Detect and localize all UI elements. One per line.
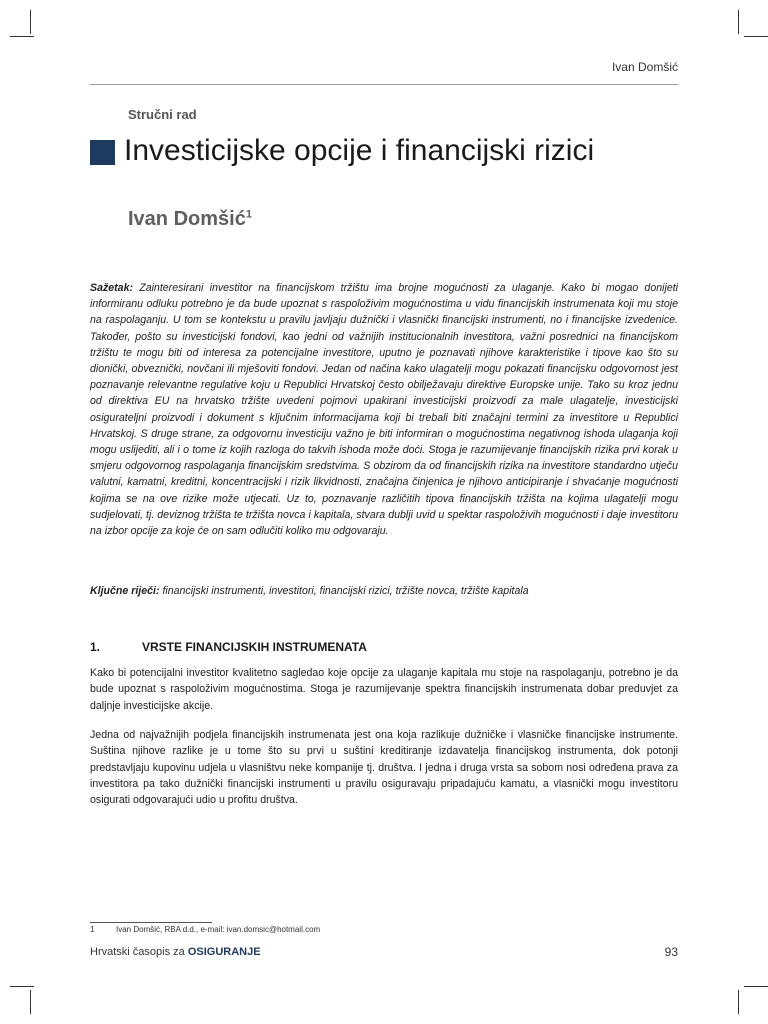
header-divider (90, 84, 678, 85)
crop-mark-bottom-left-vertical (30, 990, 31, 1014)
footnote-text: Ivan Domšić, RBA d.d., e-mail: ivan.domsic@hotmail.com (116, 925, 321, 934)
article-author (128, 208, 252, 231)
author-name-text: Ivan Domšić (128, 208, 246, 230)
footnote-number: 1 (90, 925, 95, 934)
body-paragraph-2: Jedna od najvažnijih podjela financijskih instrumenata jest ona koja razlikuje dužničke i vlasničke financijske instrumente. Suština njihove razlike je u tome što su prvi u suštini kreditiranje izdavatelja financijskog instrumenta, dok potonji predstavljaju kupovinu udjela u vlasništvu neke kompanije tj. društva. I jedna i druga vrsta sa sobom nosi određena prava za investitora pa tako dužnički financijski instrumenti u pravilu osiguravaju pripadajuću kamatu, a vlasnički mogu investitoru osigurati odgovarajući udio u profitu društva. (90, 729, 678, 807)
keywords-text: financijski instrumenti, investitori, financijski rizici, tržište novca, tržište kapitala (162, 585, 529, 597)
title-marker-square (90, 140, 115, 165)
crop-mark-bottom-right-horizontal (744, 986, 768, 987)
section-title: VRSTE FINANCIJSKIH INSTRUMENATA (142, 640, 367, 654)
author-footnote-marker: 1 (245, 208, 252, 221)
crop-mark-top-right-vertical (738, 10, 739, 34)
abstract-text: Zainteresirani investitor na financijskom tržištu ima brojne mogućnosti za ulaganje. Kako bi mogao donijeti informiranu odluku potrebno je da bude upoznat s raspoloživim mogućnostima u vidu financijskih instrumenata koji mu stoje na raspolaganju. U tom se kontekstu u pravilu javljaju dužnički i vlasnički financijski instrumenti, no i financijske izvedenice. Također, pošto su investicijski fondovi, kao jedni od važnijih institucionalnih investitora, važni posrednici na financijskom tržištu te mogu biti od interesa za potencijalne investitore, uputno je poznavati njihove karakteristike i tipove kao što su dionički, obveznički, novčani ili mješoviti fondovi. Jedan od načina kako ulagatelji mogu pokazati financijsku odgovornost jest poznavanje relevantne regulative koju u Republici Hrvatskoj često obilježavaju direktive Europske unije. Tako su kroz jednu od direktiva EU na hrvatsko tržište uvedeni pojmovi upakirani investicijski proizvodi za male ulagatelje, investicijski osigurateljni proizvodi i dokument s ključnim informacijama koji bi trebali biti značajni termini za investitore u Republici Hrvatskoj. S druge strane, za odgovornu investiciju važno je biti informiran o mogućnostima negativnog ishoda ulaganja koji mogu uslijediti, ali i o tome iz kojih razloga do takvih ishoda može doći. Stoga je razumijevanje financijskih rizika prvi korak u smjeru odgovornog raspolaganja financijskim sredstvima. S obzirom da od financijskih rizika na investitore standardno utječu valutni, kamatni, kreditni, koncentracijski i rizik likvidnosti, značajna činjenica je njihovo anticipiranje i shvaćanje mogućnosti kojima se na ove rizike može utjecati. Uz to, poznavanje različitih tipova financijskih tržišta na kojima ulagatelji mogu sudjelovati, tj. deviznog tržišta te tržišta novca i kapitala, stvara dublji uvid u spektar raspoloživih mogućnosti i daje investitoru na izbor opcije za koje će on sam odlučiti koliko mu odgovaraju. (90, 282, 679, 538)
article-title: Investicijske opcije i financijski rizici (124, 134, 595, 167)
footnote (90, 925, 320, 934)
section-number: 1. (90, 640, 101, 654)
crop-mark-top-left-horizontal (10, 36, 34, 37)
journal-prefix: Hrvatski časopis za (90, 946, 185, 958)
keywords (90, 583, 678, 599)
crop-mark-top-left-vertical (30, 10, 31, 34)
body-paragraph-1: Kako bi potencijalni investitor kvalitetno sagledao koje opcije za ulaganje kapitala mu stoje na raspolaganju, potrebno je da bude upoznat s raspoloživim mogućnostima. Stoga je razumijevanje spektra financijskih instrumenata dobar preduvjet za daljnje investicijske akcije. (90, 667, 678, 712)
crop-mark-bottom-left-horizontal (10, 986, 34, 987)
journal-accent: OSIGURANJE (187, 946, 261, 958)
article-type-label: Stručni rad (128, 107, 197, 122)
keywords-label: Ključne riječi: (90, 585, 160, 597)
section-heading (90, 640, 367, 654)
journal-name (90, 946, 261, 958)
footnote-divider (90, 922, 212, 923)
page-number: 93 (664, 945, 678, 959)
abstract-label: Sažetak: (90, 282, 133, 294)
abstract (90, 280, 678, 539)
crop-mark-top-right-horizontal (744, 36, 768, 37)
running-header-author: Ivan Domšić (611, 60, 678, 74)
crop-mark-bottom-right-vertical (738, 990, 739, 1014)
